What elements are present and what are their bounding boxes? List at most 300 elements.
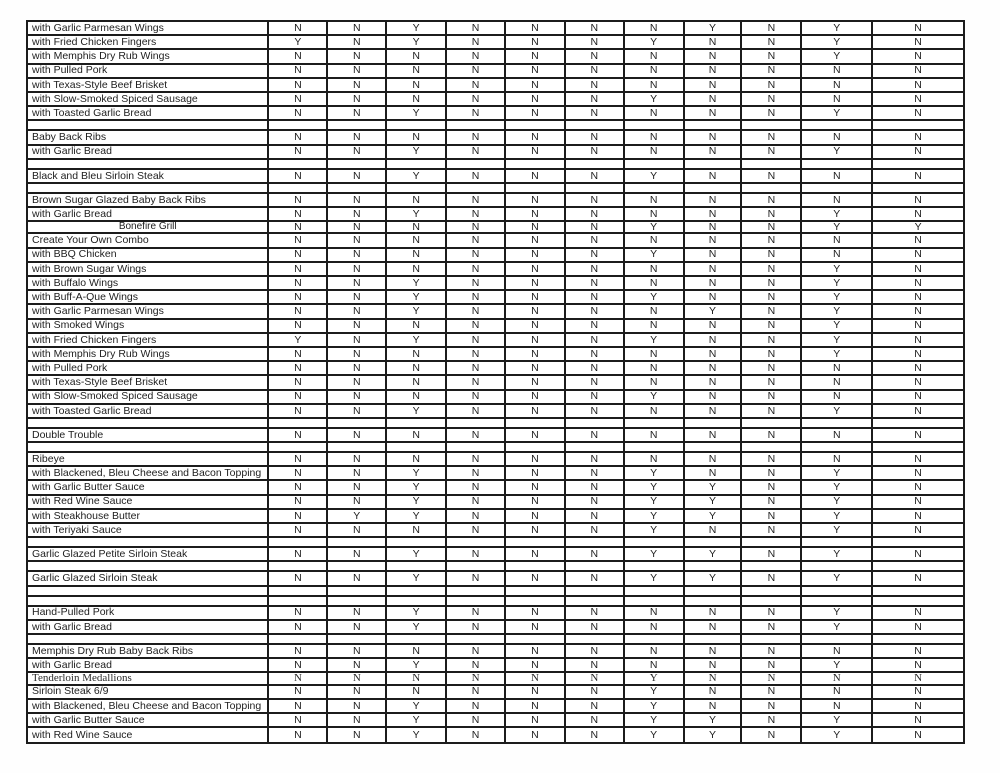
- value-cell: N: [447, 659, 506, 671]
- value-cell: [269, 538, 328, 546]
- value-cell: N: [328, 263, 387, 275]
- value-cell: Y: [387, 305, 447, 317]
- value-cell: [625, 587, 685, 595]
- value-cell: N: [328, 334, 387, 346]
- value-cell: N: [802, 453, 873, 465]
- value-cell: N: [914, 145, 922, 158]
- value-cell: N: [685, 249, 743, 261]
- value-cell: N: [742, 659, 802, 671]
- value-cell: [685, 562, 743, 570]
- value-cell: N: [566, 510, 625, 522]
- value-cell: [742, 538, 802, 546]
- value-cell: Y: [802, 467, 873, 479]
- value-cell: N: [269, 673, 328, 683]
- value-cell: N: [269, 548, 328, 560]
- value-cell: [685, 419, 743, 427]
- value-cell: [506, 121, 566, 129]
- value-cell: N: [566, 376, 625, 388]
- value-cell: N: [685, 429, 743, 441]
- value-cell: N: [328, 391, 387, 403]
- value-cell: N: [566, 659, 625, 671]
- value-cell: N: [387, 79, 447, 91]
- value-cell: [802, 121, 873, 129]
- value-cell: N: [447, 263, 506, 275]
- value-cell: Y: [387, 714, 447, 726]
- value-cell: N: [328, 107, 387, 119]
- value-cell: N: [328, 277, 387, 289]
- value-cell: N: [328, 686, 387, 698]
- item-name-cell: with Garlic Bread: [28, 208, 269, 220]
- value-cell: N: [506, 621, 566, 633]
- value-cell: N: [802, 65, 873, 77]
- item-name-cell: with Slow-Smoked Spiced Sausage: [28, 93, 269, 105]
- value-cell: N: [447, 714, 506, 726]
- item-name-cell: with Blackened, Bleu Cheese and Bacon Topping: [28, 700, 269, 712]
- table-row: [28, 453, 963, 467]
- item-name-cell: with Steakhouse Butter: [28, 510, 269, 522]
- value-cell: N: [328, 291, 387, 303]
- value-cell: Y: [625, 222, 685, 232]
- value-cell: N: [625, 79, 685, 91]
- value-cell: N: [506, 510, 566, 522]
- item-name-cell: with Red Wine Sauce: [28, 728, 269, 742]
- value-cell: N: [328, 36, 387, 48]
- value-cell: Y: [387, 467, 447, 479]
- spacer-row: [28, 160, 963, 170]
- value-cell: Y: [625, 524, 685, 536]
- value-cell: N: [685, 36, 743, 48]
- value-cell: [685, 160, 743, 168]
- item-name-cell: with Texas-Style Beef Brisket: [28, 79, 269, 91]
- value-cell: Y: [387, 728, 447, 742]
- value-cell: N: [328, 621, 387, 633]
- value-cell: N: [328, 208, 387, 220]
- value-cell: Y: [387, 572, 447, 584]
- value-cell: N: [269, 146, 328, 158]
- value-cell: N: [566, 146, 625, 158]
- value-cell: Y: [269, 36, 328, 48]
- value-cell: Y: [802, 496, 873, 508]
- value-cell: N: [566, 391, 625, 403]
- value-cell: N: [447, 700, 506, 712]
- value-cell: N: [742, 453, 802, 465]
- value-cell: N: [269, 348, 328, 360]
- value-cell: N: [742, 405, 802, 417]
- value-cell: N: [566, 362, 625, 374]
- value-cell: [873, 184, 963, 192]
- item-name-cell: Garlic Glazed Petite Sirloin Steak: [28, 548, 269, 560]
- value-cell: N: [914, 699, 922, 712]
- value-cell: N: [328, 65, 387, 77]
- value-cell: N: [269, 291, 328, 303]
- value-cell: N: [447, 645, 506, 657]
- value-cell: Y: [387, 496, 447, 508]
- value-cell: [447, 562, 506, 570]
- value-cell: [873, 597, 963, 605]
- value-cell: [685, 184, 743, 192]
- value-cell: Y: [625, 572, 685, 584]
- value-cell: N: [328, 146, 387, 158]
- value-cell: N: [566, 36, 625, 48]
- table-row: [28, 222, 963, 234]
- value-cell: N: [566, 429, 625, 441]
- item-name-cell: with Pulled Pork: [28, 65, 269, 77]
- item-name-cell: [28, 562, 269, 570]
- value-cell: Y: [685, 728, 743, 742]
- value-cell: [328, 184, 387, 192]
- value-cell: N: [685, 453, 743, 465]
- value-cell: N: [506, 714, 566, 726]
- spacer-row: [28, 597, 963, 607]
- value-cell: N: [328, 131, 387, 143]
- item-name-cell: [28, 184, 269, 192]
- value-cell: N: [685, 277, 743, 289]
- value-cell: N: [566, 320, 625, 332]
- value-cell: N: [447, 673, 506, 683]
- value-cell: Y: [387, 277, 447, 289]
- value-cell: [873, 635, 963, 643]
- value-cell: N: [269, 510, 328, 522]
- item-name-cell: with Red Wine Sauce: [28, 496, 269, 508]
- value-cell: N: [506, 728, 566, 742]
- value-cell: [625, 160, 685, 168]
- value-cell: [506, 597, 566, 605]
- table-row: [28, 686, 963, 700]
- value-cell: Y: [387, 170, 447, 182]
- value-cell: N: [625, 305, 685, 317]
- value-cell: N: [447, 334, 506, 346]
- value-cell: N: [566, 405, 625, 417]
- value-cell: Y: [387, 208, 447, 220]
- table-row: [28, 277, 963, 291]
- value-cell: N: [625, 107, 685, 119]
- value-cell: N: [447, 222, 506, 232]
- value-cell: N: [506, 249, 566, 261]
- value-cell: N: [685, 50, 743, 62]
- table-row: [28, 50, 963, 64]
- item-name-cell: with Garlic Bread: [28, 659, 269, 671]
- value-cell: N: [506, 334, 566, 346]
- value-cell: N: [566, 621, 625, 633]
- value-cell: N: [447, 277, 506, 289]
- value-cell: N: [742, 686, 802, 698]
- value-cell: Y: [625, 686, 685, 698]
- value-cell: [742, 121, 802, 129]
- value-cell: [802, 635, 873, 643]
- value-cell: N: [685, 686, 743, 698]
- value-cell: Y: [625, 36, 685, 48]
- value-cell: [625, 419, 685, 427]
- item-name-cell: with Garlic Bread: [28, 621, 269, 633]
- value-cell: N: [269, 305, 328, 317]
- value-cell: Y: [802, 728, 873, 742]
- value-cell: N: [566, 496, 625, 508]
- value-cell: N: [328, 222, 387, 232]
- value-cell: N: [566, 524, 625, 536]
- value-cell: Y: [802, 481, 873, 493]
- value-cell: N: [447, 686, 506, 698]
- value-cell: Y: [387, 405, 447, 417]
- value-cell: N: [506, 376, 566, 388]
- value-cell: N: [685, 659, 743, 671]
- value-cell: [506, 160, 566, 168]
- value-cell: N: [566, 194, 625, 206]
- value-cell: N: [506, 277, 566, 289]
- value-cell: Y: [802, 572, 873, 584]
- value-cell: N: [625, 277, 685, 289]
- value-cell: Y: [802, 36, 873, 48]
- value-cell: N: [625, 405, 685, 417]
- value-cell: [873, 587, 963, 595]
- value-cell: N: [914, 208, 922, 220]
- table-row: [28, 263, 963, 277]
- item-name-cell: Hand-Pulled Pork: [28, 607, 269, 619]
- value-cell: N: [625, 65, 685, 77]
- value-cell: N: [447, 107, 506, 119]
- value-cell: N: [506, 524, 566, 536]
- value-cell: N: [269, 320, 328, 332]
- value-cell: [625, 443, 685, 451]
- value-cell: N: [742, 348, 802, 360]
- value-cell: N: [269, 277, 328, 289]
- value-cell: [387, 443, 447, 451]
- value-cell: N: [566, 645, 625, 657]
- value-cell: [873, 562, 963, 570]
- value-cell: N: [328, 429, 387, 441]
- value-cell: N: [566, 170, 625, 182]
- value-cell: N: [742, 391, 802, 403]
- value-cell: N: [914, 319, 922, 332]
- value-cell: N: [914, 467, 922, 480]
- table-row: [28, 496, 963, 510]
- allergen-matrix-table: [26, 20, 965, 744]
- value-cell: [447, 184, 506, 192]
- item-name-cell: Create Your Own Combo: [28, 234, 269, 246]
- value-cell: [328, 419, 387, 427]
- value-cell: N: [566, 291, 625, 303]
- value-cell: [802, 562, 873, 570]
- value-cell: N: [685, 208, 743, 220]
- value-cell: [447, 160, 506, 168]
- value-cell: N: [914, 78, 922, 91]
- value-cell: N: [802, 194, 873, 206]
- value-cell: N: [328, 50, 387, 62]
- value-cell: N: [506, 700, 566, 712]
- value-cell: [447, 597, 506, 605]
- value-cell: N: [685, 65, 743, 77]
- value-cell: Y: [625, 334, 685, 346]
- item-name-cell: with Fried Chicken Fingers: [28, 36, 269, 48]
- value-cell: N: [269, 686, 328, 698]
- item-name-cell: [28, 419, 269, 427]
- table-row: [28, 659, 963, 673]
- value-cell: N: [625, 234, 685, 246]
- value-cell: N: [447, 481, 506, 493]
- value-cell: N: [914, 404, 922, 417]
- value-cell: N: [328, 194, 387, 206]
- item-name-cell: [28, 597, 269, 605]
- item-name-cell: with Memphis Dry Rub Wings: [28, 348, 269, 360]
- value-cell: N: [742, 334, 802, 346]
- table-row: [28, 348, 963, 362]
- table-row: [28, 391, 963, 405]
- item-name-cell: Black and Bleu Sirloin Steak: [28, 170, 269, 182]
- value-cell: N: [328, 305, 387, 317]
- value-cell: N: [802, 234, 873, 246]
- value-cell: [802, 160, 873, 168]
- value-cell: N: [506, 673, 566, 683]
- value-cell: Y: [685, 572, 743, 584]
- value-cell: N: [269, 496, 328, 508]
- value-cell: N: [447, 234, 506, 246]
- value-cell: N: [387, 234, 447, 246]
- value-cell: N: [914, 728, 922, 741]
- value-cell: N: [387, 320, 447, 332]
- value-cell: Y: [387, 36, 447, 48]
- table-row: [28, 645, 963, 659]
- value-cell: N: [269, 50, 328, 62]
- value-cell: N: [914, 548, 922, 561]
- table-row: [28, 305, 963, 319]
- value-cell: [625, 597, 685, 605]
- value-cell: N: [506, 170, 566, 182]
- value-cell: Y: [802, 348, 873, 360]
- value-cell: Y: [685, 714, 743, 726]
- value-cell: N: [914, 22, 922, 34]
- value-cell: N: [625, 645, 685, 657]
- value-cell: [742, 635, 802, 643]
- value-cell: N: [506, 467, 566, 479]
- value-cell: N: [742, 467, 802, 479]
- value-cell: N: [328, 249, 387, 261]
- value-cell: N: [387, 686, 447, 698]
- value-cell: N: [447, 607, 506, 619]
- value-cell: N: [742, 22, 802, 34]
- value-cell: N: [447, 194, 506, 206]
- spacer-row: [28, 121, 963, 131]
- value-cell: N: [269, 362, 328, 374]
- value-cell: Y: [802, 146, 873, 158]
- value-cell: N: [328, 348, 387, 360]
- item-name-cell: with Buff-A-Que Wings: [28, 291, 269, 303]
- value-cell: N: [914, 606, 922, 619]
- value-cell: N: [914, 390, 922, 403]
- value-cell: Y: [625, 93, 685, 105]
- value-cell: N: [742, 107, 802, 119]
- value-cell: N: [625, 362, 685, 374]
- value-cell: N: [269, 234, 328, 246]
- item-name-cell: [28, 587, 269, 595]
- value-cell: [506, 635, 566, 643]
- value-cell: N: [387, 50, 447, 62]
- table-row: [28, 481, 963, 495]
- value-cell: Y: [625, 728, 685, 742]
- value-cell: Y: [269, 334, 328, 346]
- value-cell: [447, 635, 506, 643]
- value-cell: N: [506, 50, 566, 62]
- value-cell: Y: [802, 524, 873, 536]
- value-cell: N: [447, 467, 506, 479]
- value-cell: N: [914, 305, 922, 318]
- item-name-cell: with Garlic Parmesan Wings: [28, 305, 269, 317]
- value-cell: N: [566, 467, 625, 479]
- value-cell: Y: [802, 263, 873, 275]
- value-cell: Y: [387, 291, 447, 303]
- value-cell: [873, 160, 963, 168]
- value-cell: N: [566, 50, 625, 62]
- value-cell: N: [269, 645, 328, 657]
- value-cell: [447, 121, 506, 129]
- value-cell: Y: [387, 481, 447, 493]
- value-cell: N: [387, 249, 447, 261]
- value-cell: N: [447, 362, 506, 374]
- value-cell: N: [506, 348, 566, 360]
- value-cell: N: [685, 194, 743, 206]
- value-cell: Y: [625, 510, 685, 522]
- value-cell: N: [566, 22, 625, 34]
- value-cell: [566, 184, 625, 192]
- value-cell: N: [506, 305, 566, 317]
- value-cell: [802, 538, 873, 546]
- value-cell: Y: [387, 700, 447, 712]
- value-cell: N: [625, 146, 685, 158]
- value-cell: Y: [802, 510, 873, 522]
- value-cell: N: [566, 263, 625, 275]
- value-cell: N: [742, 93, 802, 105]
- value-cell: N: [685, 673, 743, 683]
- value-cell: N: [506, 93, 566, 105]
- value-cell: N: [387, 263, 447, 275]
- item-name-cell: Brown Sugar Glazed Baby Back Ribs: [28, 194, 269, 206]
- value-cell: N: [566, 79, 625, 91]
- value-cell: N: [328, 659, 387, 671]
- value-cell: N: [506, 222, 566, 232]
- value-cell: Y: [625, 291, 685, 303]
- value-cell: [328, 121, 387, 129]
- table-row: [28, 548, 963, 562]
- value-cell: [566, 562, 625, 570]
- item-name-cell: Garlic Glazed Sirloin Steak: [28, 572, 269, 584]
- value-cell: [328, 538, 387, 546]
- value-cell: Y: [625, 496, 685, 508]
- value-cell: [506, 443, 566, 451]
- value-cell: N: [447, 305, 506, 317]
- value-cell: Y: [802, 320, 873, 332]
- value-cell: N: [914, 620, 922, 633]
- value-cell: N: [447, 208, 506, 220]
- value-cell: N: [328, 700, 387, 712]
- value-cell: [566, 587, 625, 595]
- value-cell: N: [506, 320, 566, 332]
- value-cell: [506, 587, 566, 595]
- value-cell: N: [685, 146, 743, 158]
- value-cell: Y: [625, 391, 685, 403]
- item-name-cell: with Teriyaki Sauce: [28, 524, 269, 536]
- value-cell: N: [685, 524, 743, 536]
- value-cell: N: [387, 524, 447, 536]
- value-cell: N: [566, 607, 625, 619]
- value-cell: N: [914, 248, 922, 261]
- value-cell: [328, 160, 387, 168]
- value-cell: [269, 121, 328, 129]
- value-cell: [269, 635, 328, 643]
- table-row: [28, 673, 963, 685]
- value-cell: N: [914, 673, 923, 684]
- value-cell: Y: [625, 714, 685, 726]
- value-cell: N: [914, 453, 922, 465]
- value-cell: N: [387, 131, 447, 143]
- value-cell: N: [328, 524, 387, 536]
